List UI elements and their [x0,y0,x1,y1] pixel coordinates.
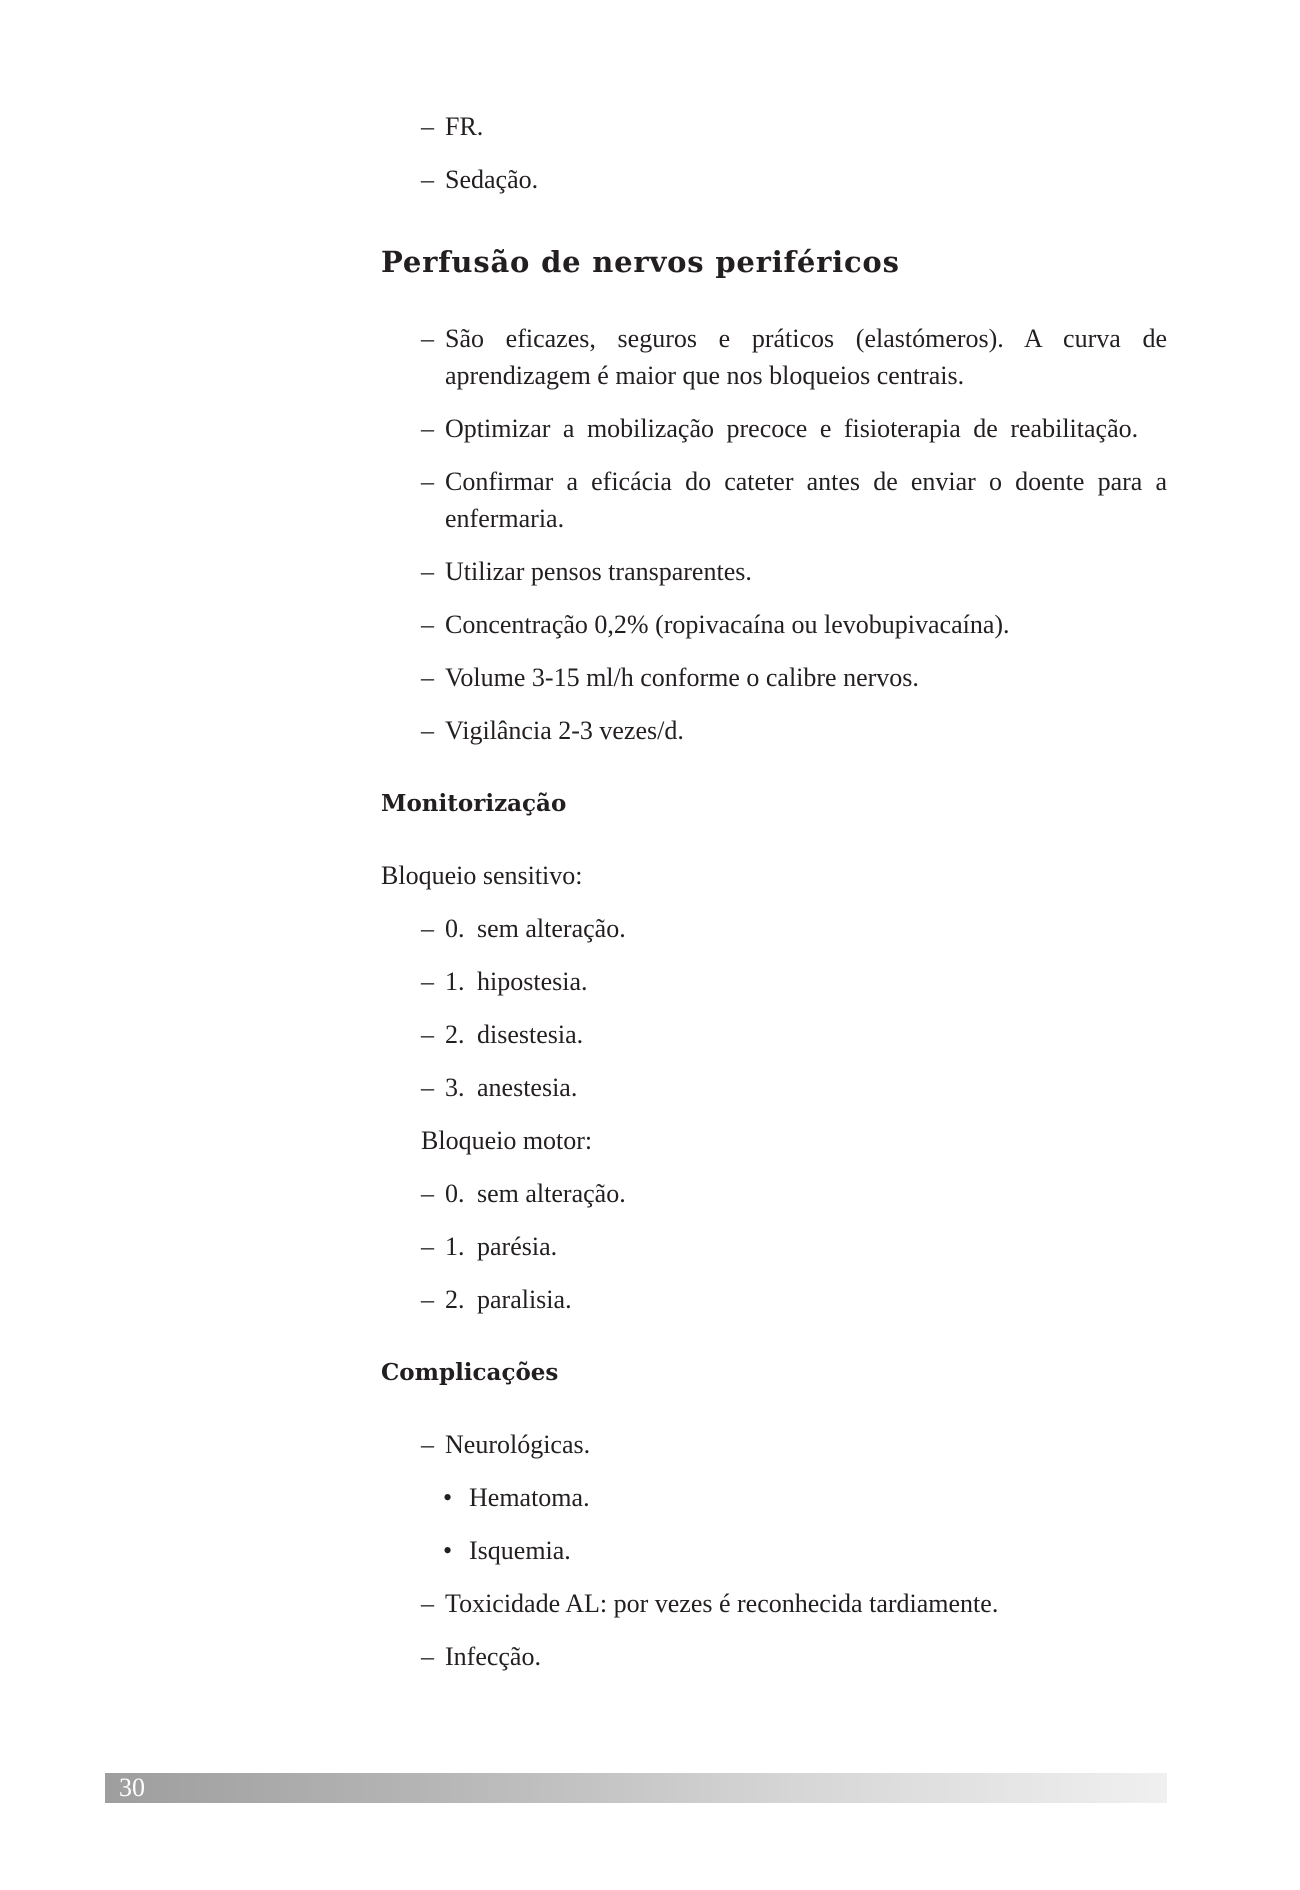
sub-list-item-text: Isquemia. [469,1536,571,1565]
section-heading-perfusao: Perfusão de nervos periféricos [381,245,900,279]
motor-list [381,1175,1167,1318]
list-item-number: 0. [445,914,465,943]
dash-bullet: – [421,1020,434,1049]
list-item-text: Toxicidade AL: por vezes é reconhecida tardiamente. [445,1589,999,1618]
list-item [381,1426,1167,1463]
sensitivo-list [381,910,1167,1106]
dash-bullet: – [421,414,434,443]
list-item-text: Neurológicas. [445,1430,591,1459]
list-item [381,1016,1167,1053]
sub-list-item [381,1532,1167,1569]
dash-bullet: – [421,165,434,194]
list-item-text: Confirmar a eficácia do cateter antes de enviar o doente para a enfermaria. [445,467,1167,533]
list-item-text: sem alteração. [477,1179,626,1208]
dash-bullet: – [421,467,434,496]
dash-bullet: – [421,1179,434,1208]
list-item-text: São eficazes, seguros e práticos (elastómeros). A curva de aprendizagem é maior que nos bloqueios centrais. [445,324,1167,390]
list-item-text: Utilizar pensos transparentes. [445,557,752,586]
dash-bullet: – [421,1232,434,1261]
dash-bullet: – [421,324,434,353]
complicacoes-list [381,1426,1167,1675]
dash-bullet: – [421,1285,434,1314]
list-item-number: 0. [445,1179,465,1208]
dash-bullet: – [421,1430,434,1459]
list-item-text: Vigilância 2-3 vezes/d. [445,716,684,745]
dash-bullet: – [421,1073,434,1102]
list-item [381,659,1167,696]
list-item [381,161,1167,198]
dash-bullet: – [421,1642,434,1671]
list-item [381,1175,1167,1212]
dash-bullet: – [421,610,434,639]
list-item-text: Concentração 0,2% (ropivacaína ou levobupivacaína). [445,610,1010,639]
list-item-text: anestesia. [477,1073,578,1102]
list-item [381,910,1167,947]
list-item [381,553,1167,590]
list-item [381,320,1167,394]
list-item [381,1585,1167,1622]
page-number: 30 [119,1773,145,1802]
sub-list-item [381,1479,1167,1516]
dash-bullet: – [421,557,434,586]
dash-bullet: – [421,1589,434,1618]
dash-bullet: – [421,716,434,745]
list-item [381,108,1167,145]
list-item-text: disestesia. [477,1020,584,1049]
perfusao-list [381,320,1167,749]
dash-bullet: – [421,967,434,996]
list-item-number: 2. [445,1285,465,1314]
list-item-number: 1. [445,1232,465,1261]
dash-bullet: – [421,663,434,692]
bloqueio-sensitivo-label: Bloqueio sensitivo: [381,861,583,890]
list-item-number: 3. [445,1073,465,1102]
list-item [381,463,1167,537]
list-item [381,712,1167,749]
list-item [381,1228,1167,1265]
list-item-text: Sedação. [445,165,539,194]
sub-list-item-text: Hematoma. [469,1483,590,1512]
page-content [381,108,1167,1691]
section-heading-complicacoes: Complicações [381,1359,559,1386]
bullet-icon: • [443,1536,453,1565]
list-item-text: Volume 3-15 ml/h conforme o calibre nervos. [445,663,919,692]
list-item-text: sem alteração. [477,914,626,943]
list-item-number: 1. [445,967,465,996]
bullet-icon: • [443,1483,453,1512]
footer-bar [105,1773,1167,1803]
list-item [381,1638,1167,1675]
list-item [381,963,1167,1000]
top-list [381,108,1167,198]
list-item [381,1069,1167,1106]
list-item [381,606,1167,643]
list-item-text: hipostesia. [477,967,588,996]
dash-bullet: – [421,112,434,141]
list-item-text: Optimizar a mobilização precoce e fisioterapia de reabilitação. [445,414,1139,443]
list-item-number: 2. [445,1020,465,1049]
list-item [381,1281,1167,1318]
list-item-text: paralisia. [477,1285,572,1314]
dash-bullet: – [421,914,434,943]
list-item-text: FR. [445,112,484,141]
list-item-text: parésia. [477,1232,558,1261]
list-item-text: Infecção. [445,1642,541,1671]
section-heading-monitorizacao: Monitorização [381,790,567,817]
bloqueio-motor-label: Bloqueio motor: [421,1126,593,1155]
list-item [381,410,1167,447]
